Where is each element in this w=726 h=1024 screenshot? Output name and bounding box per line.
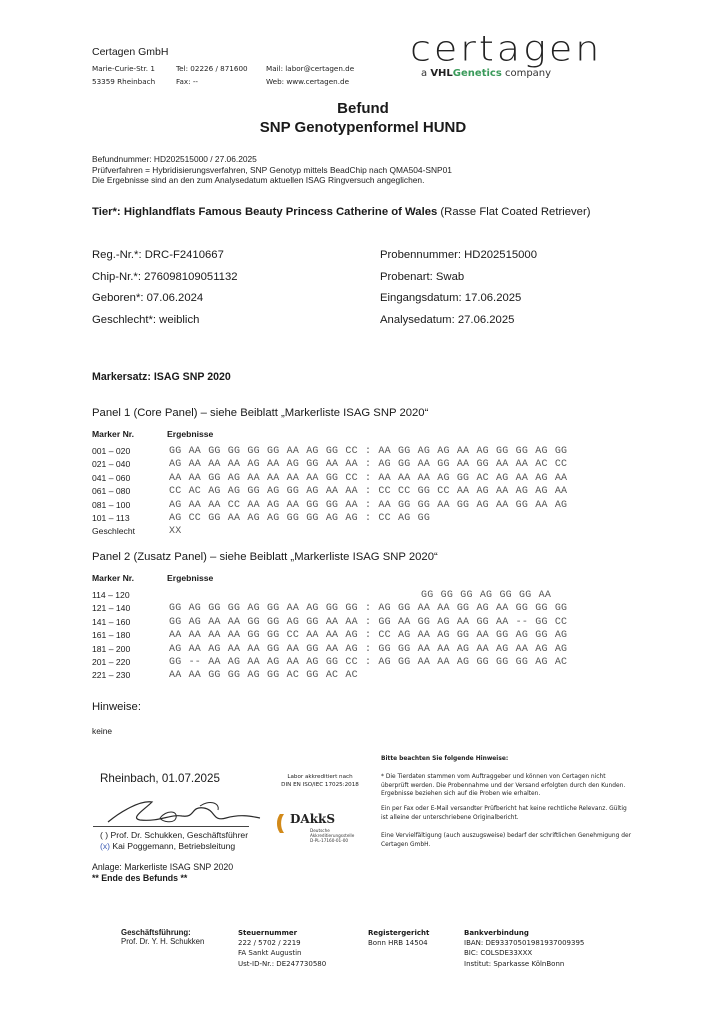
panel1-column-headers bbox=[92, 429, 292, 439]
company-phone-fax: Tel: 02226 / 871600 Fax: -- bbox=[176, 64, 248, 86]
notes-heading: Bitte beachten Sie folgende Hinweise: bbox=[381, 756, 509, 762]
document-subtitle: SNP Genotypenformel HUND bbox=[259, 119, 467, 136]
signature-icon bbox=[100, 792, 270, 828]
animal-breed: (Rasse Flat Coated Retriever) bbox=[437, 206, 591, 218]
report-meta bbox=[92, 154, 452, 186]
signer-operations: (x) Kai Poggemann, Betriebsleitung bbox=[100, 841, 236, 851]
table-row: 081 – 100 AG AA AA CC AA AG AA GG GG AA : AA GG GG AA GG AG AA GG AA AG bbox=[92, 499, 568, 511]
remarks-label: Hinweise: bbox=[92, 701, 141, 713]
company-mail-web bbox=[266, 62, 354, 88]
receipt-date: Eingangsdatum: 17.06.2025 bbox=[380, 292, 522, 304]
table-row: 001 – 020 GG AA GG GG GG GG AA AG GG CC : AA GG AG AG AA AG GG GG AG GG bbox=[92, 446, 568, 457]
panel2-column-headers bbox=[92, 573, 292, 583]
checkbox-ceo: ( ) bbox=[100, 830, 109, 840]
table-row: 161 – 180 AA AA AA AA GG GG CC AA AA AG : CC AG AA AG GG AA GG AG GG AG bbox=[92, 630, 568, 642]
chip-number: Chip-Nr.*: 276098109051132 bbox=[92, 270, 238, 283]
table-row-sex: Geschlecht XX bbox=[92, 526, 182, 538]
company-address: Marie-Curie-Str. 1 53359 Rheinbach bbox=[92, 64, 156, 86]
table-row: 041 – 060 AA AA GG AG AA AA AA AA GG CC : AA AA AA AG GG AC AG AA AG AA bbox=[92, 472, 568, 484]
attachment: Anlage: Markerliste ISAG SNP 2020 bbox=[92, 862, 234, 872]
sample-details bbox=[380, 245, 537, 331]
table-row: 181 – 200 AG AA AG AA AA GG AA GG AA AG : GG GG AA AA AG AA AG AA AG AG bbox=[92, 643, 568, 655]
accreditation-text: Labor akkreditiert nach DIN EN ISO/IEC 17025:2018 bbox=[281, 774, 359, 788]
signature-line bbox=[93, 826, 249, 827]
sex: Geschlecht*: weiblich bbox=[92, 313, 200, 326]
table-row: 221 – 230 AA AA GG GG AG GG AC GG AC AC bbox=[92, 670, 358, 682]
signer-ceo: ( ) Prof. Dr. Schukken, Geschäftsführer bbox=[100, 830, 249, 840]
column-marker-nr: Marker Nr. bbox=[92, 573, 135, 583]
web-link[interactable]: Web: www.certagen.de bbox=[266, 77, 349, 86]
panel2-title: Panel 2 (Zusatz Panel) – siehe Beiblatt „Markerliste ISAG SNP 2020“ bbox=[92, 551, 438, 563]
animal-name: Highlandflats Famous Beauty Princess Catherine of Wales bbox=[123, 206, 438, 218]
mail-link[interactable]: Mail: labor@certagen.de bbox=[266, 64, 355, 73]
panel2-table bbox=[92, 589, 632, 683]
calibration-note: Die Ergebnisse sind an den zum Analysedatum aktuellen ISAG Ringversuch angeglichen. bbox=[92, 175, 425, 185]
sample-number: Probennummer: HD202515000 bbox=[380, 249, 537, 261]
dakks-logo: ((( DAkkS Deutsche Akkreditierungsstelle D-PL-17160-01-00 bbox=[276, 812, 355, 843]
footer-register: Registergericht Bonn HRB 14504 bbox=[368, 929, 430, 948]
analysis-date: Analysedatum: 27.06.2025 bbox=[380, 313, 515, 326]
birth-date: Geboren*: 07.06.2024 bbox=[92, 292, 204, 304]
animal-line: Tier*: Highlandflats Famous Beauty Princess Catherine of Wales (Rasse Flat Coated Retriever) bbox=[92, 206, 591, 218]
test-method: Prüfverfahren = Hybridisierungsverfahren, SNP Genotyp mittels BeadChip nach QMA504-SNP01 bbox=[92, 164, 452, 175]
note-fax-email: Ein per Fax oder E-Mail versandter Prüfbericht hat keine rechtliche Relevanz. Gültig ist alleine der unterschriebene Originalbericht. bbox=[381, 806, 627, 821]
marker-set: Markersatz: ISAG SNP 2020 bbox=[92, 371, 231, 383]
logo-tagline: a VHLGenetics company bbox=[421, 68, 552, 79]
reg-number: Reg.-Nr.*: DRC-F2410667 bbox=[92, 249, 224, 261]
table-row: 114 – 120 GG GG GG AG GG GG AA bbox=[92, 590, 552, 601]
table-row: 141 – 160 GG AG AA AA GG GG AG GG AA AA : GG AA GG AG AA GG AA -- GG CC bbox=[92, 616, 568, 628]
checkbox-operations: (x) bbox=[100, 841, 111, 851]
note-reproduction: Eine Vervielfältigung (auch auszugsweise) bedarf der schriftlichen Genehmigung der Certagen GmbH. bbox=[381, 833, 631, 848]
column-results: Ergebnisse bbox=[167, 573, 214, 583]
table-row: 201 – 220 GG -- AA AG AA AG AA AG GG CC : AG GG AA AA AG GG GG GG AG AC bbox=[92, 656, 568, 668]
panel1-title: Panel 1 (Core Panel) – siehe Beiblatt „Markerliste ISAG SNP 2020“ bbox=[92, 407, 429, 419]
sample-type: Probenart: Swab bbox=[380, 270, 465, 283]
column-marker-nr: Marker Nr. bbox=[92, 429, 135, 439]
document-title: Befund bbox=[337, 100, 389, 117]
note-animal-data: * Die Tierdaten stammen vom Auftraggeber und können von Certagen nicht überprüft werden. Die Probennahme und der Versand erfolgten durch den Kunden. Ergebnisse beziehen sich auf die Proben wie erhalten. bbox=[381, 774, 626, 798]
table-row: 021 – 040 AG AA AA AA AG AA AG GG AA AA : AG GG AA GG AA GG AA AA AC CC bbox=[92, 459, 568, 471]
attachment-note bbox=[92, 862, 233, 884]
animal-details bbox=[92, 245, 238, 331]
end-of-report: ** Ende des Befunds ** bbox=[92, 873, 188, 883]
dakks-mark-icon: ((( bbox=[276, 812, 278, 834]
footer-management: Geschäftsführung: Prof. Dr. Y. H. Schukken bbox=[121, 928, 205, 946]
report-number: Befundnummer: HD202515000 / 27.06.2025 bbox=[92, 154, 257, 164]
remarks-value: keine bbox=[92, 726, 113, 736]
company-name: Certagen GmbH bbox=[92, 46, 169, 58]
table-row: 061 – 080 CC AC AG AG GG AG GG AG AA AA : CC CC GG CC AA AG AA AG AG AA bbox=[92, 486, 568, 498]
certagen-logo: certagen bbox=[410, 28, 603, 69]
column-results: Ergebnisse bbox=[167, 429, 214, 439]
table-row: 121 – 140 GG AG GG GG AG GG AA AG GG GG : AG GG AA AA GG AG AA GG GG GG bbox=[92, 603, 568, 615]
footer-tax: Steuernummer 222 / 5702 / 2219 FA Sankt Augustin Ust-ID-Nr.: DE247730580 bbox=[238, 929, 327, 968]
signers bbox=[100, 830, 248, 852]
footer-bank: Bankverbindung IBAN: DE93370501981937009395 BIC: COLSDE33XXX Institut: Sparkasse KölnBonn bbox=[464, 929, 585, 968]
table-row: 101 – 113 AG CC GG AA AG AG GG GG AG AG : CC AG GG bbox=[92, 512, 431, 524]
place-date: Rheinbach, 01.07.2025 bbox=[100, 772, 220, 785]
panel1-table bbox=[92, 445, 632, 539]
